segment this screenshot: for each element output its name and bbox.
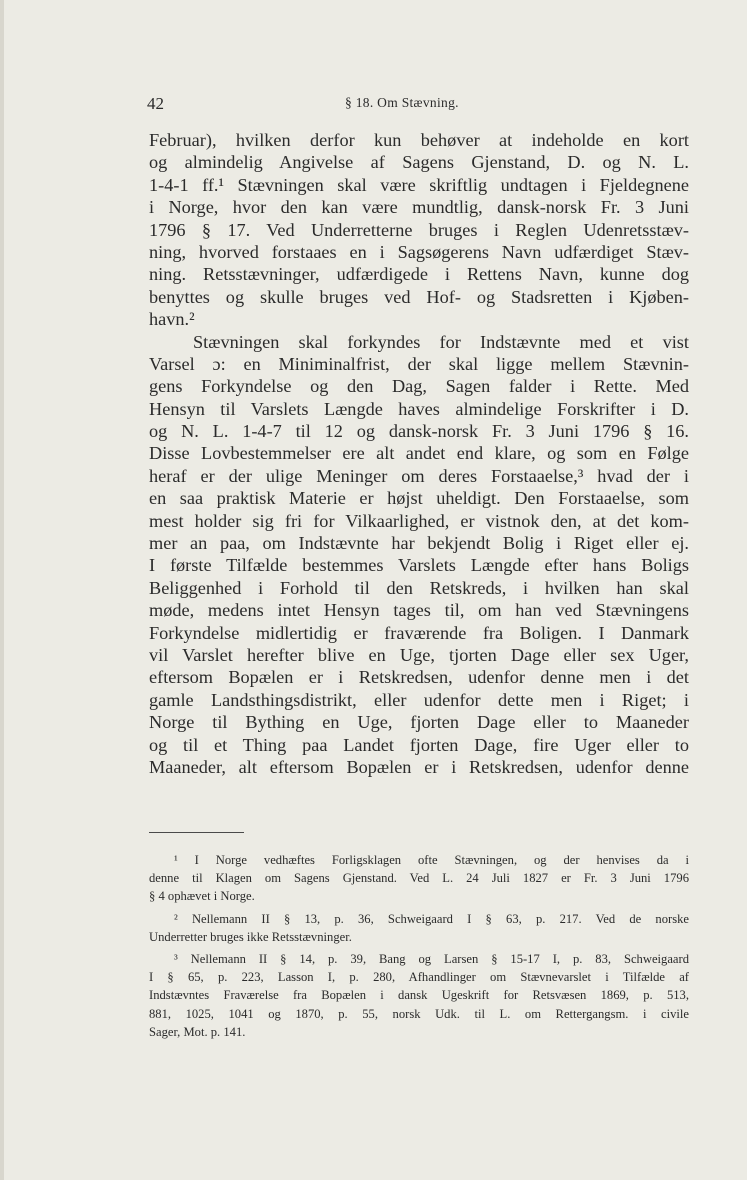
body-line: Forkyndelse midlertidig er fraværende fra Boligen. I Danmark — [149, 622, 689, 643]
body-line: mest holder sig fri for Vilkaarlighed, er vistnok den, at det kom- — [149, 510, 689, 531]
body-line: benyttes og skulle bruges ved Hof- og Stadsretten i Kjøben- — [149, 286, 689, 307]
body-line: havn.² — [149, 309, 195, 330]
body-line: I første Tilfælde bestemmes Varslets Længde efter hans Boligs — [149, 555, 689, 576]
body-line: eftersom Bopælen er i Retskredsen, udenfor denne men i det — [149, 667, 689, 688]
footnote-line: Indstævntes Fraværelse fra Bopælen i dansk Ugeskrift for Retsvæsen 1869, p. 513, — [149, 988, 689, 1003]
body-line: mer an paa, om Indstævnte har bekjendt Bolig i Riget eller ej. — [149, 533, 689, 554]
footnotes — [149, 851, 689, 1041]
footnote-line: Underretter bruges ikke Retsstævninger. — [149, 929, 352, 944]
body-line: Stævningen skal forkyndes for Indstævnte med et vist — [193, 331, 689, 352]
footnote-line: ¹ I Norge vedhæftes Forligsklagen ofte Stævningen, og der henvises da i — [174, 853, 689, 867]
body-line: ning, hvorved forstaaes en i Sagsøgerens Navn udfærdiget Stæv- — [149, 241, 689, 262]
body-line: gens Forkyndelse og den Dag, Sagen falder i Rette. Med — [149, 376, 689, 397]
body-line: 1796 § 17. Ved Underretterne bruges i Reglen Udenretsstæv- — [149, 219, 689, 240]
footnote-line: I § 65, p. 223, Lasson I, p. 280, Afhandlinger om Stævnevarslet i Tilfælde af — [149, 970, 689, 985]
body-line: heraf er der ulige Meninger om deres Forstaaelse,³ hvad der i — [149, 465, 689, 486]
body-text — [149, 129, 689, 778]
body-line: i Norge, hvor den kan være mundtlig, dansk-norsk Fr. 3 Juni — [149, 197, 689, 218]
body-line: og almindelig Angivelse af Sagens Gjenstand, D. og N. L. — [149, 152, 689, 173]
body-line: Beliggenhed i Forhold til den Retskreds, i hvilken han skal — [149, 577, 689, 598]
footnote-line: ³ Nellemann II § 14, p. 39, Bang og Larsen § 15-17 I, p. 83, Schweigaard — [174, 951, 689, 966]
body-line: en saa praktisk Materie er højst uheldigt. Den Forstaaelse, som — [149, 488, 689, 509]
footnote-line: 881, 1025, 1041 og 1870, p. 55, norsk Udk. til L. om Rettergangsm. i civile — [149, 1006, 689, 1021]
footnote-line: § 4 ophævet i Norge. — [149, 889, 255, 904]
footnote-line: ² Nellemann II § 13, p. 36, Schweigaard I § 63, p. 217. Ved de norske — [174, 911, 689, 926]
running-head — [147, 94, 695, 118]
body-line: ning. Retsstævninger, udfærdigede i Rettens Navn, kunne dog — [149, 264, 689, 285]
footnote-line: Sager, Mot. p. 141. — [149, 1024, 246, 1039]
page-edge — [0, 0, 4, 1180]
body-line: vil Varslet herefter blive en Uge, tjorten Dage eller sex Uger, — [149, 644, 689, 665]
body-line: Hensyn til Varslets Længde haves almindelige Forskrifter i D. — [149, 398, 689, 419]
body-line: Varsel ɔ: en Miniminalfrist, der skal ligge mellem Stævnin- — [149, 353, 689, 374]
section-title: § 18. Om Stævning. — [345, 95, 459, 110]
body-line: gamle Landsthingsdistrikt, eller udenfor dette men i Riget; i — [149, 689, 689, 710]
page-number: 42 — [147, 94, 164, 113]
body-line: 1-4-1 ff.¹ Stævningen skal være skriftlig undtagen i Fjeldegnene — [149, 174, 689, 195]
body-line: møde, medens intet Hensyn tages til, om han ved Stævningens — [149, 600, 689, 621]
body-line: Maaneder, alt eftersom Bopælen er i Retskredsen, udenfor denne — [149, 756, 689, 777]
footnote-divider — [149, 832, 244, 833]
footnote-line: denne til Klagen om Sagens Gjenstand. Ved L. 24 Juli 1827 er Fr. 3 Juni 1796 — [149, 871, 689, 886]
body-line: Norge til Bything en Uge, fjorten Dage eller to Maaneder — [149, 712, 689, 733]
body-line: og til et Thing paa Landet fjorten Dage, fire Uger eller to — [149, 734, 689, 755]
body-line: Disse Lovbestemmelser ere alt andet end klare, og som en Følge — [149, 443, 689, 464]
body-line: Februar), hvilken derfor kun behøver at indeholde en kort — [149, 130, 689, 150]
body-line: og N. L. 1-4-7 til 12 og dansk-norsk Fr. 3 Juni 1796 § 16. — [149, 421, 689, 442]
